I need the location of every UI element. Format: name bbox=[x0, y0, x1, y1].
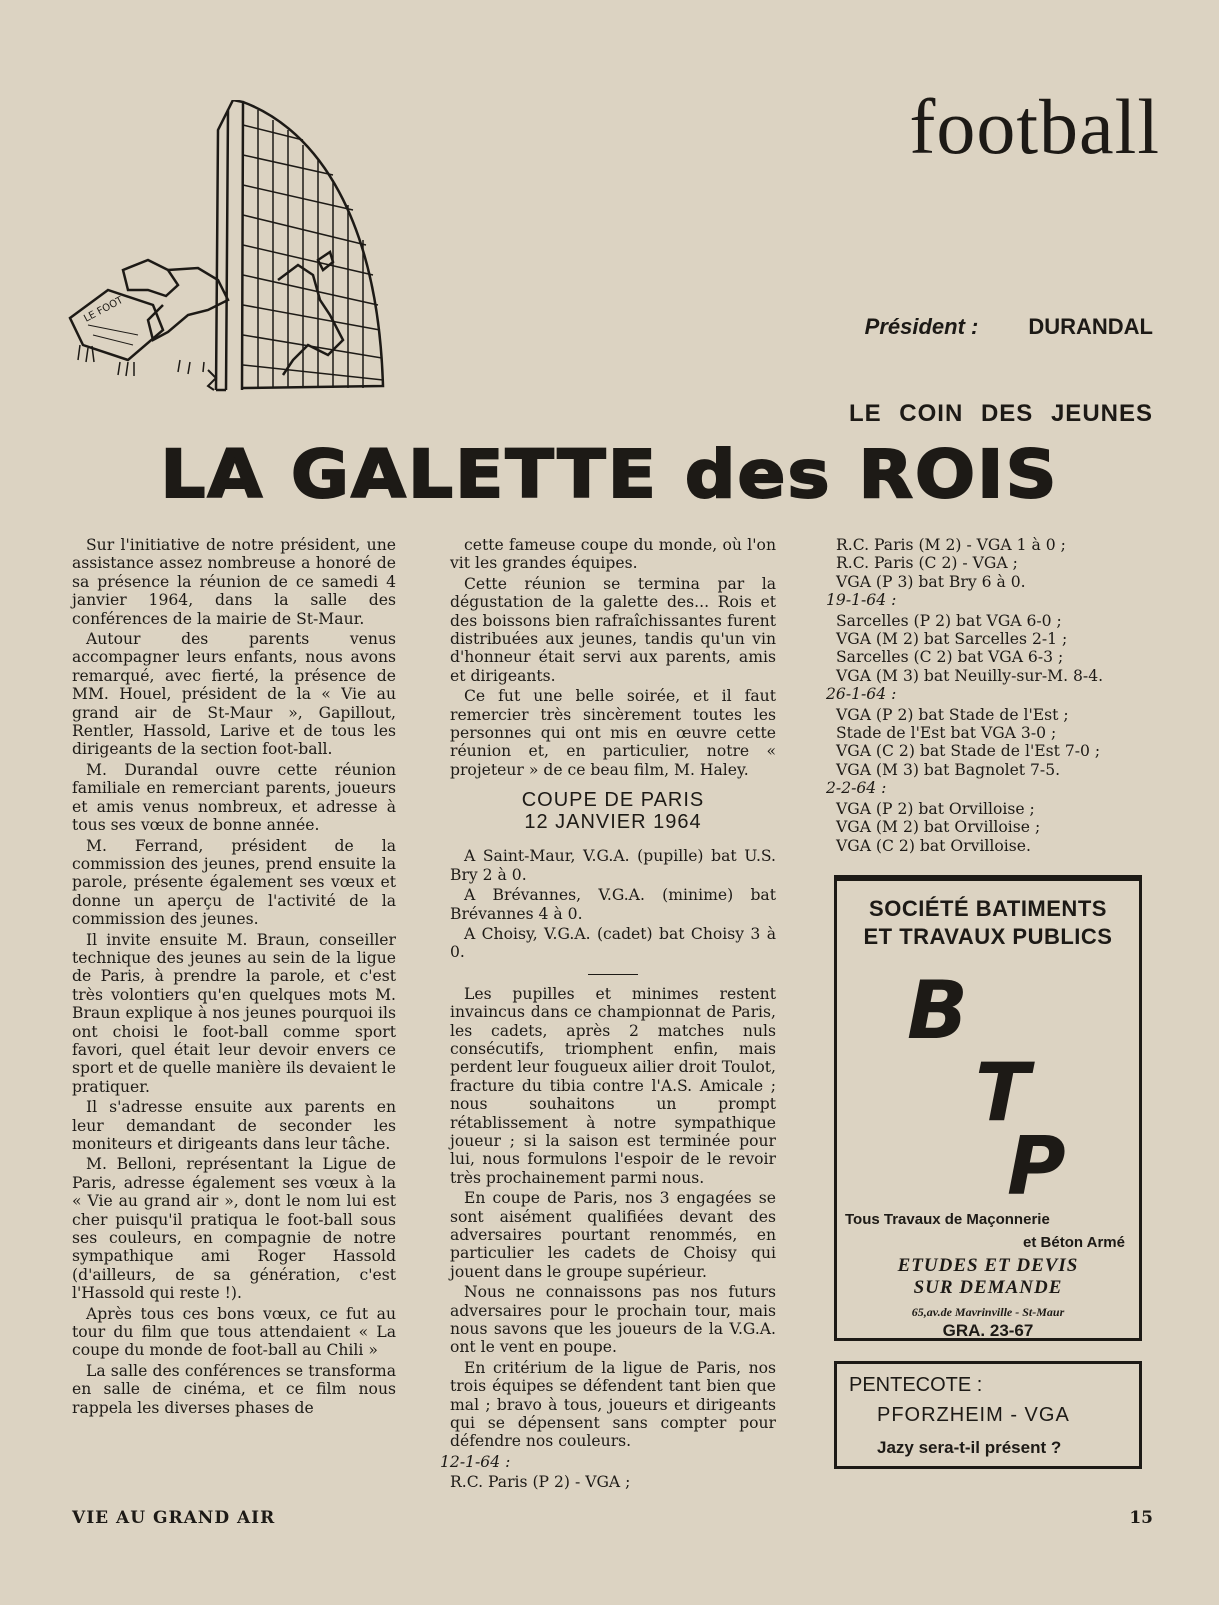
ad-title-line-1: SOCIÉTÉ BATIMENTS bbox=[869, 896, 1107, 921]
ad-estimates-line-1: ETUDES ET DEVIS bbox=[897, 1255, 1079, 1276]
paragraph: Il s'adresse ensuite aux parents en leur demandant de seconder les moniteurs et dirigeants dans leur tâche. bbox=[72, 1098, 396, 1153]
result-line: VGA (M 2) bat Orvilloise ; bbox=[836, 818, 1041, 837]
result-line: VGA (M 3) bat Bagnolet 7-5. bbox=[836, 760, 1061, 779]
coupe-date: 12 JANVIER 1964 bbox=[524, 811, 702, 834]
paragraph: Cette réunion se termina par la dégustation de la galette des... Rois et des boissons bien rafraîchissantes furent distribuées aux jeunes, tandis qu'un vin d'honneur était servi aux parents, amis et dirigeants. bbox=[450, 574, 776, 685]
paragraph: M. Ferrand, président de la commission des jeunes, prend ensuite la parole, présente également ses vœux et donne un aperçu de l'activité de la commission des jeunes. bbox=[72, 836, 396, 929]
result-line: R.C. Paris (P 2) - VGA ; bbox=[450, 1473, 631, 1492]
paragraph: Après tous ces bons vœux, ce fut au tour du film que tous attendaient « La coupe du monde de foot-ball au Chili » bbox=[72, 1304, 396, 1360]
paragraph: Il invite ensuite M. Braun, conseiller technique des jeunes au sein de la ligue de Paris, à prendre la parole, et c'est très volontiers qu'en quelques mots M. Braun explique à nos jeunes pourquoi ils ont choisi le foot-ball comme sport favori, quel était leur devoir envers ce sport et de quelle manière ils devaient le pratiquer. bbox=[72, 930, 397, 1096]
divider bbox=[588, 974, 638, 975]
result-line: VGA (M 3) bat Neuilly-sur-M. 8-4. bbox=[836, 666, 1104, 685]
paragraph: En critérium de la ligue de Paris, nos trois équipes se défendent tant bien que mal ; bravo à tous, joueurs et dirigeants qui se dépensent sans compter pour défendre nos couleurs. bbox=[450, 1358, 776, 1451]
result-line: VGA (P 3) bat Bry 6 à 0. bbox=[836, 572, 1026, 591]
result-line: VGA (C 2) bat Orvilloise. bbox=[836, 836, 1031, 855]
result-line: R.C. Paris (M 2) - VGA 1 à 0 ; bbox=[836, 536, 1066, 554]
cartoon-illustration bbox=[68, 100, 398, 400]
coupe-heading bbox=[450, 789, 776, 833]
paragraph: Ce fut une belle soirée, et il faut remercier très sincèrement toutes les personnes qui ont mis en œuvre cette réunion et, en particulier, notre « projeteur » de ce beau film, M. Haley. bbox=[450, 687, 776, 779]
result-date: 19-1-64 : bbox=[826, 591, 897, 610]
results-list bbox=[826, 536, 1136, 855]
section-title: football bbox=[909, 83, 1160, 170]
result-line: VGA (P 2) bat Stade de l'Est ; bbox=[836, 705, 1069, 724]
paragraph: La salle des conférences se transforma en salle de cinéma, et ce film nous rappela les diverses phases de bbox=[72, 1361, 396, 1417]
headline: LA GALETTE des ROIS bbox=[160, 436, 1059, 513]
result-line: VGA (M 2) bat Sarcelles 2-1 ; bbox=[836, 630, 1068, 649]
paragraph: M. Belloni, représentant la Ligue de Paris, adresse également ses vœux à la « Vie au grand air », dont le nom lui est cher puisqu'il pratiqua le foot-ball sous ses couleurs, en compagnie de notre sympathique ami Roger Hassold (d'ailleurs, de sa génération, c'est l'Hassold qui reste !). bbox=[72, 1155, 396, 1303]
ad-address: 65,av.de Mavrinville - St-Maur bbox=[911, 1305, 1065, 1319]
paragraph: En coupe de Paris, nos 3 engagées se sont aisément qualifiées devant des adversaires pourtant renommés, en particulier les cadets de Choisy qui jouent dans le groupe supérieur. bbox=[450, 1189, 776, 1281]
ad-services: Tous Travaux de Maçonnerie bbox=[845, 1211, 1050, 1228]
ad-estimates bbox=[837, 1255, 1139, 1299]
result-date: 2-2-64 : bbox=[826, 779, 887, 798]
president-line bbox=[865, 314, 1153, 340]
newspaper-text: LE FOOT bbox=[82, 294, 126, 325]
logo-letter-p: P bbox=[1007, 1120, 1066, 1213]
result-line: Stade de l'Est bat VGA 3-0 ; bbox=[836, 724, 1057, 743]
ad-phone: GRA. 23-67 bbox=[942, 1321, 1034, 1340]
logo-letter-b: B bbox=[907, 964, 968, 1057]
pentecote-match: PFORZHEIM - VGA bbox=[877, 1404, 1070, 1426]
result-line: VGA (C 2) bat Stade de l'Est 7-0 ; bbox=[836, 742, 1101, 761]
ad-title bbox=[837, 895, 1139, 951]
paragraph: Sur l'initiative de notre président, une assistance assez nombreuse a honoré de sa présence la réunion de ce samedi 4 janvier 1964, dans la salle des conférences de la mairie de St-Maur. bbox=[72, 536, 396, 628]
paragraph: Nous ne connaissons pas nos futurs adversaires pour le prochain tour, mais nous savons que les joueurs de la V.G.A. ont le vent en poupe. bbox=[450, 1283, 776, 1357]
result-line: R.C. Paris (C 2) - VGA ; bbox=[836, 554, 1018, 573]
president-name: DURANDAL bbox=[1028, 314, 1153, 339]
result-date: 12-1-64 : bbox=[440, 1452, 511, 1471]
page-number: 15 bbox=[1129, 1508, 1153, 1528]
pentecote-label: PENTECOTE : bbox=[849, 1374, 983, 1396]
paragraph: cette fameuse coupe du monde, où l'on vit les grandes équipes. bbox=[450, 536, 776, 573]
logo-letter-t: T bbox=[975, 1046, 1030, 1139]
result-line: Sarcelles (C 2) bat VGA 6-3 ; bbox=[836, 648, 1064, 667]
result-line: Sarcelles (P 2) bat VGA 6-0 ; bbox=[836, 611, 1062, 630]
coupe-title: COUPE DE PARIS bbox=[521, 789, 705, 812]
ad-services-2: et Béton Armé bbox=[1023, 1234, 1125, 1251]
paragraph: Les pupilles et minimes restent invaincus dans ce championnat de Paris, les cadets, après 2 matches nuls consécutifs, triomphent enfin, mais perdent leur fougueux ailier droit Toulot, fracture du tibia contre l'A.S. Amicale ; nous souhaitons un prompt rétablissement à notre sympathique joueur ; si la saison est terminée pour lui, nous formulons l'espoir de le revoir très prochainement parmi nous. bbox=[450, 984, 776, 1187]
result-date: 26-1-64 : bbox=[826, 685, 897, 704]
article-column-1 bbox=[72, 536, 396, 1419]
ad-estimates-line-2: SUR DEMANDE bbox=[913, 1277, 1063, 1298]
paragraph: M. Durandal ouvre cette réunion familiale en remerciant parents, joueurs et amis venus nombreux, et adresse à tous ses vœux de bonne année. bbox=[72, 760, 396, 835]
pentecote-question: Jazy sera-t-il présent ? bbox=[877, 1438, 1062, 1457]
coupe-result: A Choisy, V.G.A. (cadet) bat Choisy 3 à 0. bbox=[450, 924, 776, 962]
president-label: Président : bbox=[864, 314, 979, 339]
coupe-result: A Saint-Maur, V.G.A. (pupille) bat U.S. Bry 2 à 0. bbox=[450, 847, 776, 884]
btp-advertisement bbox=[834, 875, 1142, 1341]
subsection-title: LE COIN DES JEUNES bbox=[848, 400, 1153, 427]
result-line: VGA (P 2) bat Orvilloise ; bbox=[836, 799, 1035, 818]
paragraph: Autour des parents venus accompagner leurs enfants, nous avons remarqué, avec fierté, la présence de MM. Houel, président de la « Vie au grand air de St-Maur », Gapillout, Rentler, Hassold, Larive et de tous les dirigeants de la section foot-ball. bbox=[72, 630, 396, 759]
article-column-2 bbox=[440, 536, 776, 1492]
ad-title-line-2: ET TRAVAUX PUBLICS bbox=[863, 924, 1113, 949]
coupe-result: A Brévannes, V.G.A. (minime) bat Brévannes 4 à 0. bbox=[450, 886, 776, 923]
pentecote-box bbox=[834, 1361, 1142, 1469]
footer-publication: VIE AU GRAND AIR bbox=[72, 1508, 276, 1528]
